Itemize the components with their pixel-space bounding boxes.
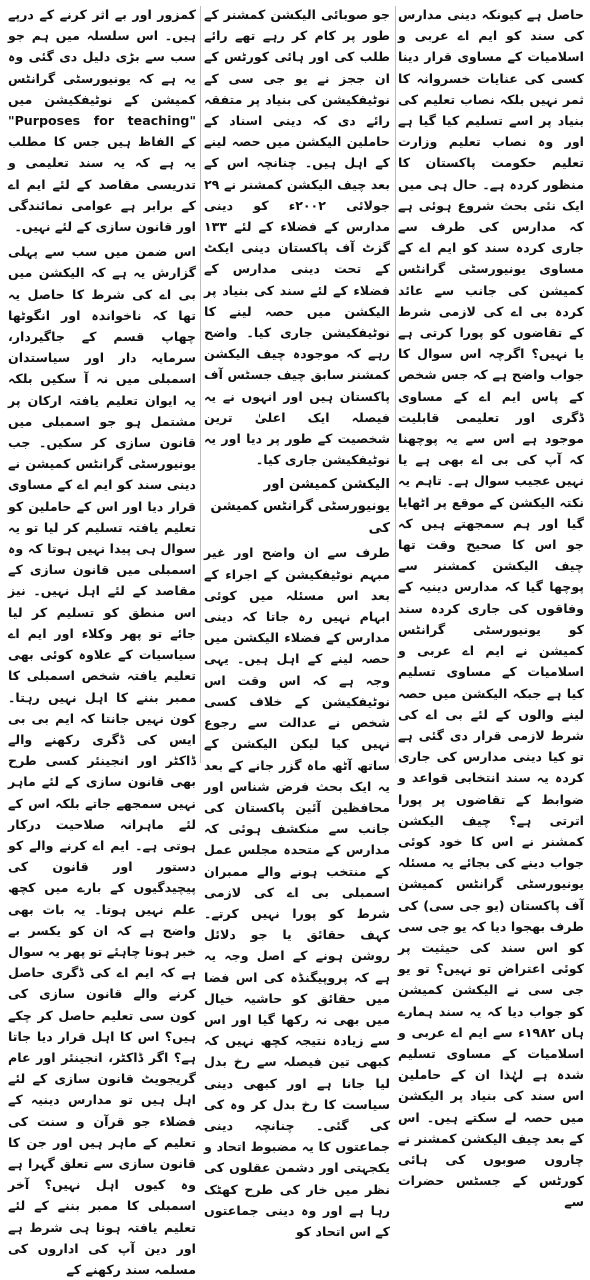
column-divider [395, 6, 396, 763]
paragraph: جو صوبائی الیکشن کمشنر کے طور پر کام کر رہے تھے رائے طلب کی اور ہائی کورٹس کے ان ججز نے یو جی سی کے نوٹیفکیشن کی بنیاد پر متفقہ رائے دی کہ دینی اسناد کے حاملین الیکشن میں حصہ لینے کے اہل ہیں۔ چنانچہ اس کے بعد چیف الیکشن کمشنر نے ۲۹ جولائی ۲۰۰۲ء کو دینی مدارس کے فضلاء کے لئے ۱۳۳ گزٹ آف پاکستان دینی ایکٹ کے تحت دینی مدارس کے فضلاء کے لئے سند کی بنیاد پر الیکشن میں حصہ لینے کا نوٹیفکیشن جاری کیا۔ واضح رہے کہ موجودہ چیف الیکشن کمشنر سابق چیف جسٹس آف پاکستان ہیں اور انہوں نے یہ فیصلہ ایک اعلیٰ ترین شخصیت کے طور پر دیا اور یہ نوٹیفکیشن جاری کیا۔ [204, 7, 390, 468]
paragraph: کمزور اور بے اثر کرنے کے درپے ہیں۔ اس سلسلہ میں ہم جو سب سے بڑی دلیل دی گئی وہ یہ ہے کہ یونیورسٹی گرانٹس کمیشن کے نوٹیفکیشن میں "Purposes for teaching" کے الفاظ ہیں جس کا مطلب یہ ہے کہ یہ سند تعلیمی و تدریسی مقاصد کے لئے ایم اے کے برابر ہے عوامی نمائندگی اور قانون سازی کے لئے نہیں۔ [8, 7, 196, 235]
paragraph: اس ضمن میں سب سے پہلی گزارش یہ ہے کہ الیکشن میں بی اے کی شرط کا حاصل یہ تھا کہ ناخواندہ اور انگوٹھا چھاپ قسم کے جاگیردار، سرمایہ دار اور سیاستدان اسمبلی میں نہ آ سکیں بلکہ یہ ایوان تعلیم یافتہ ارکان پر مشتمل ہو جو اسمبلی میں قانون سازی کر سکیں۔ جب یونیورسٹی گرانٹس کمیشن نے دینی سند کو ایم اے کے مساوی قرار دیا اور اس کے حاملین کو تعلیم یافتہ تسلیم کر لیا تو یہ سوال ہی پیدا نہیں ہوتا کہ وہ اسمبلی میں قانون سازی کے مقاصد کے لئے اہل نہیں۔ نیز اس منطق کو تسلیم کر لیا جائے تو پھر وکلاء اور ایم اے سیاسیات کے علاوہ کوئی بھی تعلیم یافتہ شخص اسمبلی کا ممبر بننے کا اہل نہیں رہتا۔ کون نہیں جانتا کہ ایم بی بی ایس کی ڈگری رکھنے والے ڈاکٹر اور انجینئر کسی طرح بھی قانون سازی کے لئے ماہر نہیں سمجھے جاتے بلکہ اس کے لئے ماہرانہ صلاحیت درکار ہوتی ہے۔ ایم اے کرنے والے کو دستور اور قانون کی پیچیدگیوں کے بارے میں کچھ علم نہیں ہوتا۔ یہ بات بھی واضح ہے کہ ان کو یکسر بے خبر ہونا چاہئے تو پھر یہ سوال ہے کہ ایم اے کی ڈگری حاصل کرنے والے قانون سازی کی کون سی تعلیم حاصل کر چکے ہیں؟ اس کا اہل قرار دیا جاتا ہے؟ اگر ڈاکٹر، انجینئر اور عام گریجویٹ قانون سازی کے لئے اہل ہیں تو مدارس دینیہ کے فضلاء جو قرآن و سنت کی تعلیم کے ماہر ہیں اور جن کا قانون سازی سے تعلق گہرا ہے وہ کیوں اہل نہیں؟ آخر اسمبلی کا ممبر بننے کے لئے تعلیم یافتہ ہونا ہی شرط ہے اور دین آپ کی اداروں کی مسلمہ سند رکھنے کے [8, 244, 196, 1277]
column-divider [200, 6, 201, 763]
paragraph: طرف سے ان واضح اور غیر مبہم نوٹیفکیشن کے اجراء کے بعد اس مسئلہ میں کوئی ابہام نہیں رہ جاتا کہ دینی مدارس کے فضلاء الیکشن میں حصہ لینے کے اہل ہیں۔ یہی وجہ ہے کہ اس وقت اس نوٹیفکیشن کے خلاف کسی شخص نے عدالت سے رجوع نہیں کیا لیکن الیکشن کے ساتھ آٹھ ماہ گزر جانے کے بعد یہ ایک بحث فرض شناس اور محافظین آئین پاکستان کی جانب سے منکشف ہوئی کہ مدارس کے متحدہ مجلس عمل کے منتخب ہونے والے ممبران اسمبلی بی اے کی لازمی شرط کو پورا نہیں کرتے۔ کہف حقائق یا جو دلائل روشن ہونے کے اصل وجہ یہ ہے کہ پروپیگنڈہ کی اس فضا میں حقائق کو حاشیہ خیال میں بھی نہ رکھا گیا اور اس سے زیادہ نتیجہ کچھ نہیں کہ کبھی تین فیصلہ سے رخ بدل لیا جانا ہے اور کبھی دینی سیاست کا رخ بدل کر وہ کی کی گئی۔ چنانچہ دینی جماعتوں کا یہ مضبوط اتحاد و یکجہتی اور دشمن عقلوں کی نظر میں خار کی طرح کھٹک رہا ہے اور وہ دینی جماعتوں کے اس اتحاد کو [204, 545, 390, 1239]
subheading: الیکشن کمیشن اور یونیورسٹی گرانٹس کمیشن کی [210, 477, 390, 537]
column-left [8, 4, 196, 1277]
column-right [398, 4, 584, 1210]
paragraph: حاصل ہے کیونکہ دینی مدارس کی سند کو ایم اے عربی و اسلامیات کے مساوی قرار دینا کسی کی عنایات خسروانہ کا ثمر نہیں بلکہ نصاب تعلیم کی بنیاد پر اسے تسلیم کیا گیا ہے اور وہ نصاب تعلیم وزارت تعلیم حکومت پاکستان کا منظور کردہ ہے۔ حال ہی میں ایک نئی بحث شروع ہوئی ہے کہ مدارس کی طرف سے جاری کردہ سند کو ایم اے کے مساوی یونیورسٹی گرانٹس کمیشن کی جانب سے عائد کردہ بی اے کی لازمی شرط کے تقاضوں کو پورا کرتی ہے یا نہیں؟ اگرچہ اس سوال کا جواب واضح ہے کہ جس شخص کے پاس ایم اے کے مساوی ڈگری اور تعلیمی قابلیت موجود ہے اس سے یہ پوچھنا کہ آپ کی بی اے بھی ہے یا نہیں عجیب سوال ہے۔ تاہم یہ نکتہ الیکشن کے موقع پر اٹھایا گیا اور ہم سمجھتے ہیں کہ جو اس کا صحیح وقت تھا چیف الیکشن کمشنر سے پوچھا گیا کہ مدارس دینیہ کے وفاقوں کی جاری کردہ سند کو یونیورسٹی گرانٹس کمیشن نے ایم اے عربی و اسلامیات کے مساوی تسلیم کیا ہے جبکہ الیکشن میں حصہ لینے والوں کے لئے بی اے کی شرط لازمی قرار دی گئی ہے تو کیا دینی مدارس کی جاری کردہ یہ سند انتخابی قواعد و ضوابط کے تقاضوں پر پورا اترتی ہے؟ چیف الیکشن کمشنر نے اس کا خود کوئی جواب دینے کی بجائے یہ مسئلہ یونیورسٹی گرانٹس کمیشن آف پاکستان (یو جی سی) کی طرف بھجوا دیا کہ یو جی سی کو اس سند کی حیثیت پر کوئی اعتراض تو نہیں؟ تو یو جی سی نے الیکشن کمیشن کو جواب دیا کہ یہ سند ہمارے ہاں ۱۹۸۲ء سے ایم اے عربی و اسلامیات کے مساوی تسلیم شدہ ہے لہٰذا ان کے حاملین اس سند کی بنیاد پر الیکشن میں حصہ لے سکتے ہیں۔ اس کے بعد چیف الیکشن کمشنر نے چاروں صوبوں کی ہائی کورٹس کے جسٹس حضرات سے [398, 7, 584, 1210]
column-middle [204, 4, 390, 1239]
